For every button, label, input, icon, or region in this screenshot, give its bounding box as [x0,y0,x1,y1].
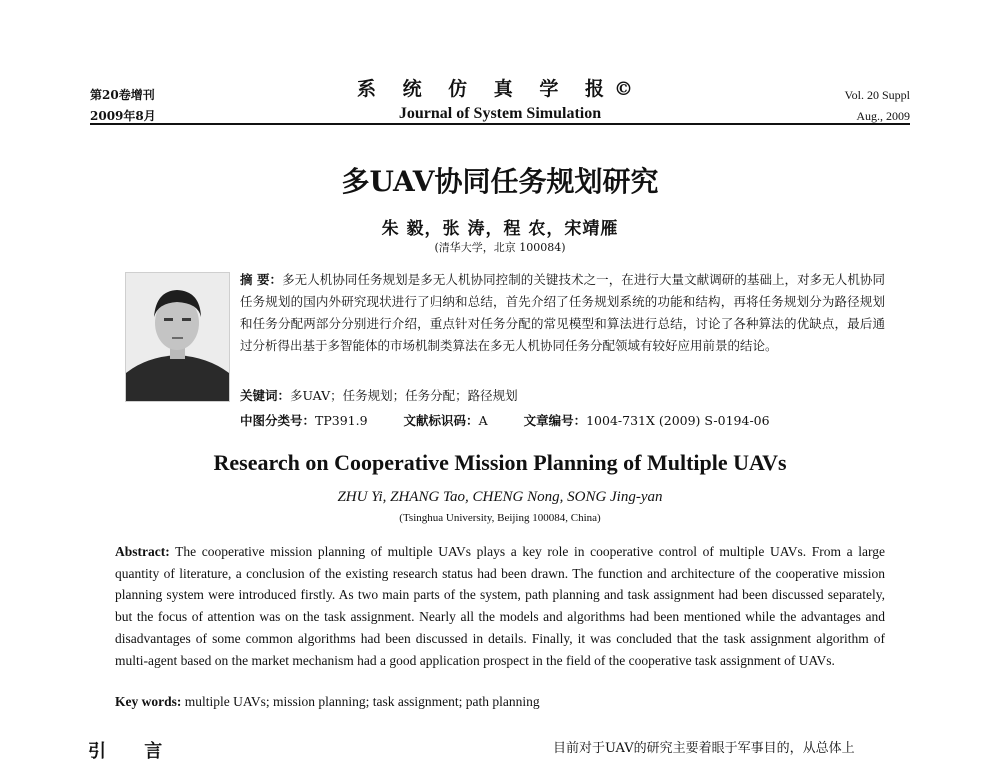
abstract-cn [240,269,885,357]
keywords-cn [240,386,518,404]
section-heading-introduction: 引 言 [88,741,179,762]
keywords-cn-label: 关键词： [240,388,291,403]
volume-en: Vol. 20 Suppl [844,88,910,102]
keywords-en [115,694,540,710]
abstract-en-text: The cooperative mission planning of multiple UAVs plays a key role in cooperative control of multiple UAVs. From a large quantity of literature, a conclusion of the existing research status had been drawn. The function and architecture of the cooperative mission planning system were introduced firstly. As two main parts of the system, path planning and task assignment had been discussed separately, but the focus of attention was on the task assignment. Nearly all the models and algorithms had been mentioned while the advantages and disadvantages of some common algorithms had been discussed in details. Finally, it was concluded that the task assignment algorithm of multi-agent based on the market mechanism had a good application prospect in the field of the cooperative task assignment of UAVs. [115,544,885,668]
abstract-en-label: Abstract: [115,544,170,559]
article-number: 文章编号：1004-731X (2009) S-0194-06 [523,413,770,428]
abstract-en [115,541,885,671]
author-photo-icon [126,273,229,401]
paper-title-cn: 多UAV协同任务规划研究 [341,165,659,198]
abstract-cn-label: 摘 要： [240,272,283,287]
classification-row [240,411,860,429]
paper-title-en: Research on Cooperative Mission Planning of Multiple UAVs [213,450,787,475]
authors-cn: 朱 毅，张 涛，程 农，宋靖雁 [381,219,619,239]
keywords-cn-text: 多UAV；任务规划；任务分配；路径规划 [290,388,518,403]
date-cn: 2009年8月 [90,109,156,123]
keywords-en-label: Key words: [115,694,182,709]
clc-number: 中图分类号：TP391.9 [240,413,368,428]
body-first-line: 目前对于UAV的研究主要着眼于军事目的，从总体上 [553,741,855,756]
document-code: 文献标识码：A [403,413,488,428]
header-right [845,85,910,127]
authors-en: ZHU Yi, ZHANG Tao, CHENG Nong, SONG Jing-yan [337,489,663,505]
abstract-cn-text: 多无人机协同任务规划是多无人机协同控制的关键技术之一，在进行大量文献调研的基础上，对多无人机协同任务规划的国内外研究现状进行了归纳和总结，首先介绍了任务规划系统的功能和结构，再将任务规划分为路径规划和任务分配两部分分别进行介绍，重点针对任务分配的常见模型和算法进行总结，讨论了各种算法的优缺点，最后通过分析得出基于多智能体的市场机制类算法在多无人机协同任务分配领域有较好应用前景的结论。 [240,272,885,353]
date-en: Aug., 2009 [856,109,910,123]
journal-name-cn: 系 统 仿 真 学 报© [356,78,644,100]
author-photo [125,272,230,402]
header-rule [90,123,910,125]
journal-name-en: Journal of System Simulation [398,105,602,122]
keywords-en-text: multiple UAVs; mission planning; task assignment; path planning [184,694,540,709]
affiliation-en: (Tsinghua University, Beijing 100084, China) [399,512,601,524]
affiliation-cn: (清华大学，北京 100084) [434,241,566,254]
volume-cn: 第20卷增刊 [90,88,155,102]
